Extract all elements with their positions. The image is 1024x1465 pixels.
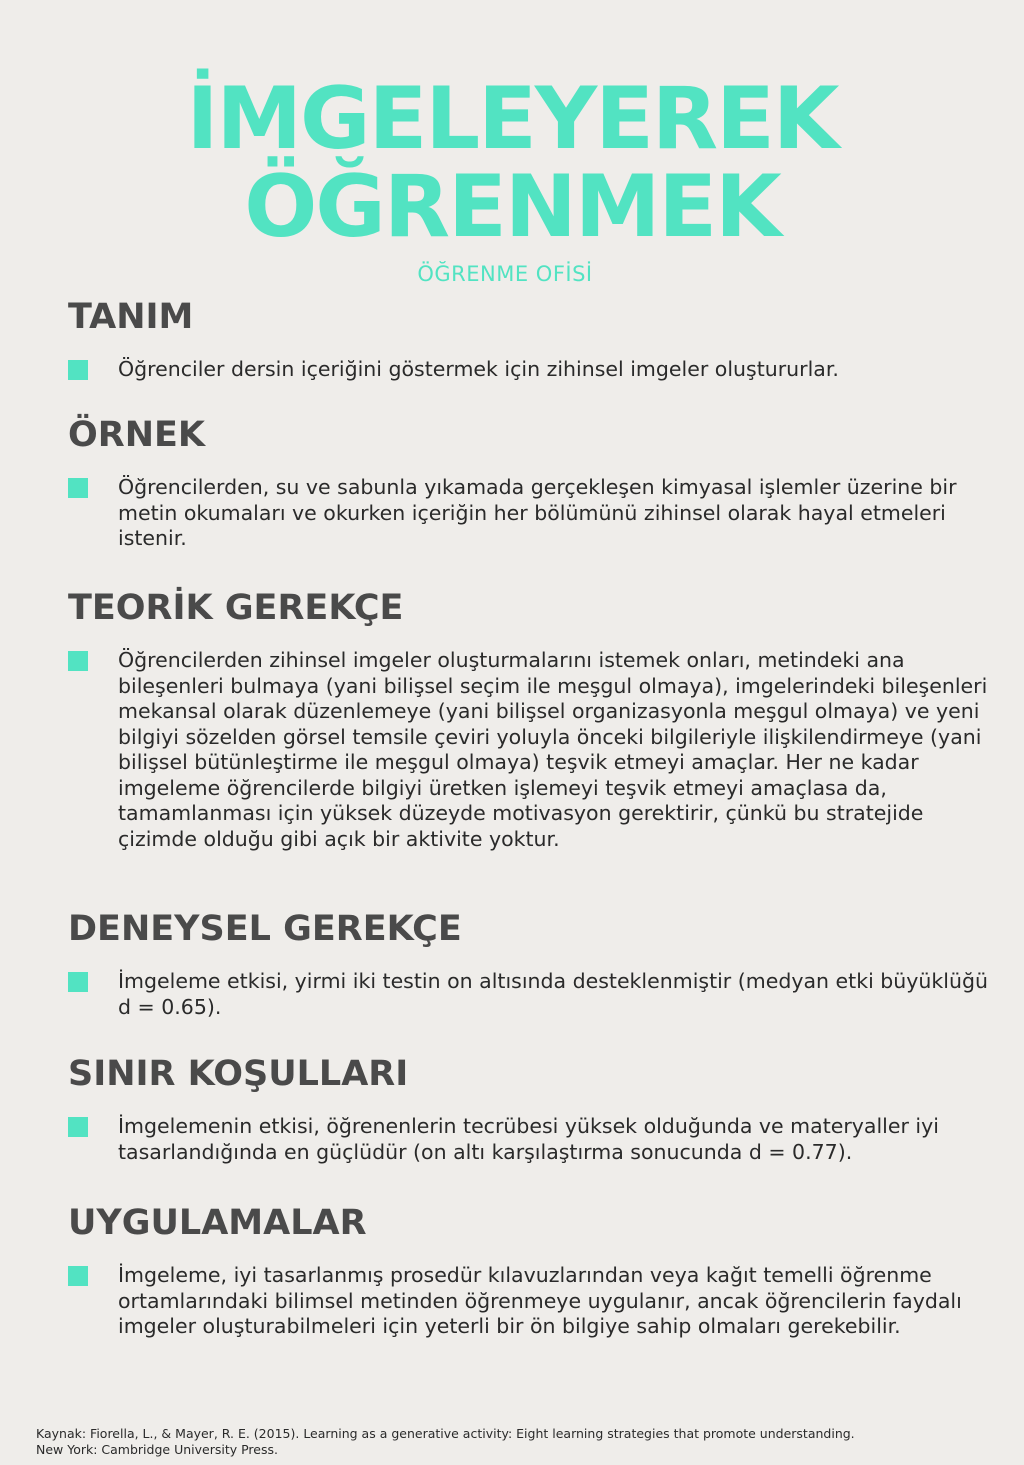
bullet-item bbox=[68, 969, 988, 1020]
bullet-square-icon bbox=[68, 360, 88, 380]
subtitle: ÖĞRENME OFİSİ bbox=[417, 262, 593, 286]
section-uygulamalar bbox=[68, 1203, 988, 1340]
section-heading: DENEYSEL GEREKÇE bbox=[68, 909, 462, 949]
title-line-2: ÖĞRENMEK bbox=[244, 157, 780, 257]
section-heading: UYGULAMALAR bbox=[68, 1203, 367, 1243]
bullet-square-icon bbox=[68, 1117, 88, 1137]
section-heading: SINIR KOŞULLARI bbox=[68, 1054, 409, 1094]
bullet-square-icon bbox=[68, 478, 88, 498]
source-line-2: New York: Cambridge University Press. bbox=[36, 1442, 278, 1457]
source-citation bbox=[36, 1426, 996, 1458]
section-heading: ÖRNEK bbox=[68, 415, 206, 455]
title-line-1: İMGELEYEREK bbox=[186, 69, 838, 169]
section-heading: TANIM bbox=[68, 297, 194, 337]
section-tanim bbox=[68, 297, 988, 383]
source-line-1: Kaynak: Fiorella, L., & Mayer, R. E. (2015). Learning as a generative activity: Eight learning strategies that promote understanding. bbox=[36, 1426, 855, 1441]
bullet-item bbox=[68, 648, 988, 852]
bullet-square-icon bbox=[68, 651, 88, 671]
bullet-square-icon bbox=[68, 972, 88, 992]
item-text: İmgeleme etkisi, yirmi iki testin on altısında desteklenmiştir (medyan etki büyüklüğü d = 0.65). bbox=[118, 969, 988, 1019]
item-text: Öğrenciler dersin içeriğini göstermek için zihinsel imgeler oluştururlar. bbox=[118, 357, 839, 381]
item-text: İmgelemenin etkisi, öğrenenlerin tecrübesi yüksek olduğunda ve materyaller iyi tasarlandığında en güçlüdür (on altı karşılaştırma sonucunda d = 0.77). bbox=[118, 1114, 939, 1164]
section-heading: TEORİK GEREKÇE bbox=[68, 588, 404, 628]
item-text: Öğrencilerden, su ve sabunla yıkamada gerçekleşen kimyasal işlemler üzerine bir metin okumaları ve okurken içeriğin her bölümünü zihinsel olarak hayal etmeleri istenir. bbox=[118, 475, 957, 550]
bullet-item bbox=[68, 475, 988, 552]
section-teorik-gerekce bbox=[68, 588, 988, 852]
section-ornek bbox=[68, 415, 988, 552]
bullet-square-icon bbox=[68, 1266, 88, 1286]
bullet-item bbox=[68, 357, 988, 383]
item-text: İmgeleme, iyi tasarlanmış prosedür kılavuzlarından veya kağıt temelli öğrenme ortamlarındaki bilimsel metinden öğrenmeye uygulanır, ancak öğrencilerin faydalı imgeler oluşturabilmeleri için yeterli bir ön bilgiye sahip olmaları gerekebilir. bbox=[118, 1263, 962, 1338]
item-text: Öğrencilerden zihinsel imgeler oluşturmalarını istemek onları, metindeki ana bileşenleri bulmaya (yani bilişsel seçim ile meşgul olmaya), imgelerindeki bileşenleri mekansal olarak düzenlemeye (yani bilişsel organizasyonla meşgul olmaya) ve yeni bilgiyi sözelden görsel temsile çeviri yoluyla önceki bilgileriyle ilişkilendirmeye (yani bilişsel bütünleştirme ile meşgul olmaya) teşvik etmeyi amaçlar. Her ne kadar imgeleme öğrencilerde bilgiyi üretken işlemeyi teşvik etmeyi amaçlasa da, tamamlanması için yüksek düzeyde motivasyon gerektirir, çünkü bu stratejide çizimde olduğu gibi açık bir aktivite yoktur. bbox=[118, 648, 988, 851]
bullet-item bbox=[68, 1263, 988, 1340]
section-deneysel-gerekce bbox=[68, 909, 988, 1020]
bullet-item bbox=[68, 1114, 988, 1165]
section-sinir-kosullari bbox=[68, 1054, 988, 1165]
